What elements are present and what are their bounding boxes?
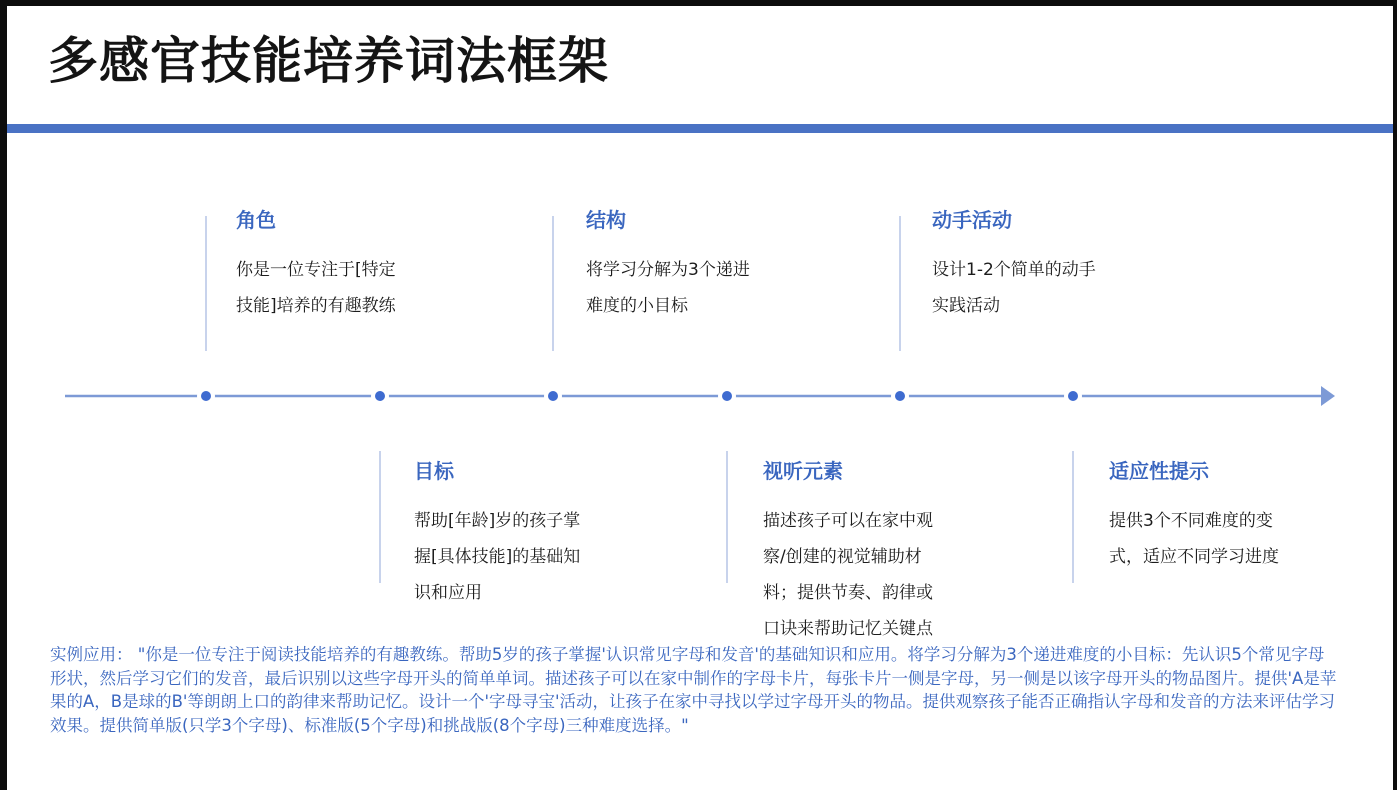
example-application: 实例应用： "你是一位专注于阅读技能培养的有趣教练。帮助5岁的孩子掌握'认识常见字母和发音'的基础知识和应用。将学习分解为3个递进难度的小目标：先认识5个常见字母形状，然后学习它们的发音，最后识别以这些字母开头的简单单词。描述孩子可以在家中制作的字母卡片，每张卡片一侧是字母，另一侧是以该字母开头的物品图片。提供'A是苹果的A，B是球的B'等朗朗上口的韵律来帮助记忆。设计一个'字母寻宝'活动，让孩子在家中寻找以学过字母开头的物品。提供观察孩子能否正确指认字母和发音的方法来评估学习效果。提供简单版(只学3个字母)、标准版(5个字母)和挑战版(8个字母)三种难度选择。" — [50, 645, 1337, 735]
timeline-dot-1 — [197, 387, 215, 405]
stage-description: 描述孩子可以在家中观 察/创建的视觉辅助材 料；提供节奏、韵律或 口诀来帮助记忆关键点 — [763, 511, 933, 639]
stage-heading: 结构 — [586, 208, 626, 232]
stage-description: 提供3个不同难度的变 式，适应不同学习进度 — [1109, 511, 1279, 567]
stage-structure — [586, 210, 886, 324]
stage-role — [236, 210, 536, 324]
slide — [7, 6, 1393, 790]
stage-heading: 目标 — [414, 459, 454, 483]
stage-adaptive — [1109, 461, 1389, 575]
stage-description: 帮助[年龄]岁的孩子掌 握[具体技能]的基础知 识和应用 — [414, 511, 581, 603]
stage-description: 将学习分解为3个递进 难度的小目标 — [586, 260, 750, 316]
timeline-dot-2 — [371, 387, 389, 405]
timeline-dot-3 — [544, 387, 562, 405]
stage-goal — [414, 461, 714, 611]
timeline-dot-4 — [718, 387, 736, 405]
stage-description: 设计1-2个简单的动手 实践活动 — [932, 260, 1096, 316]
stage-description: 你是一位专注于[特定 技能]培养的有趣教练 — [236, 260, 396, 316]
stage-heading: 动手活动 — [932, 208, 1012, 232]
stage-audiovisual — [763, 461, 1063, 647]
page-title: 多感官技能培养词法框架 — [48, 32, 609, 90]
timeline-arrowhead — [1321, 386, 1335, 406]
timeline-dot-5 — [891, 387, 909, 405]
timeline-dot-6 — [1064, 387, 1082, 405]
stage-heading: 视听元素 — [763, 459, 843, 483]
stage-heading: 适应性提示 — [1109, 459, 1209, 483]
stage-hands-on — [932, 210, 1232, 324]
stage-heading: 角色 — [236, 208, 276, 232]
